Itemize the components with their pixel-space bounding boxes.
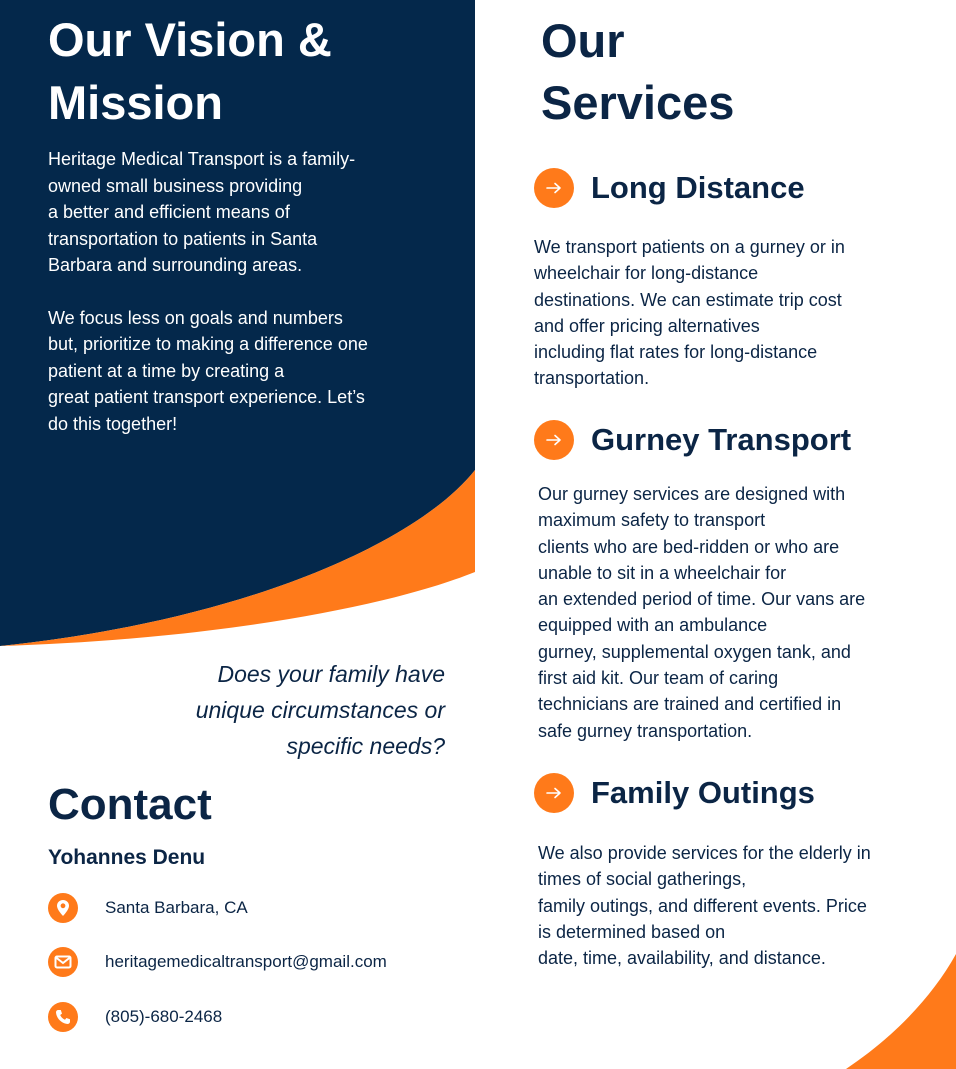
arrow-right-icon	[534, 773, 574, 813]
vision-title	[48, 8, 332, 134]
contact-phone-row	[48, 1002, 222, 1032]
services-title	[541, 10, 734, 134]
service-header-family-outings	[534, 773, 815, 813]
service-header-long-distance	[534, 168, 805, 208]
contact-title: Contact	[48, 780, 212, 829]
question-line-3: specific needs?	[286, 733, 445, 759]
phone-icon	[48, 1002, 78, 1032]
vision-title-line2: Mission	[48, 76, 223, 129]
vision-title-line1: Our Vision &	[48, 13, 332, 66]
service-body-gurney-transport: Our gurney services are designed with maximum safety to transport clients who are bed-ridden or who are unable to sit in a wheelchair for an extended period of time. Our vans are equipped with an ambulance gurney, supplemental oxygen tank, and first aid kit. Our team of caring technicians are trained and certified in safe gurney transportation.	[538, 484, 866, 741]
service-body-long-distance: We transport patients on a gurney or in wheelchair for long-distance destinations. We can estimate trip cost and offer pricing alternatives including flat rates for long-distance transportation.	[534, 237, 845, 389]
contact-location: Santa Barbara, CA	[105, 898, 248, 917]
question-callout	[140, 656, 445, 764]
service-title-long-distance: Long Distance	[591, 170, 805, 205]
question-line-2: unique circumstances or	[195, 697, 445, 723]
vision-text	[48, 146, 428, 463]
arrow-right-icon	[534, 420, 574, 460]
service-title-gurney-transport: Gurney Transport	[591, 422, 852, 457]
corner-accent-shape	[846, 954, 956, 1069]
vision-paragraph-1: Heritage Medical Transport is a family- owned small business providing a better and efficient means of transportation to patients in Santa Barbara and surrounding areas.	[48, 149, 356, 275]
services-title-line2: Services	[541, 76, 735, 129]
contact-email-row	[48, 947, 387, 977]
arrow-right-icon	[534, 168, 574, 208]
services-title-line1: Our	[541, 14, 625, 67]
contact-email[interactable]: heritagemedicaltransport@gmail.com	[105, 952, 387, 971]
contact-location-row	[48, 893, 248, 923]
contact-phone[interactable]: (805)-680-2468	[105, 1007, 223, 1026]
location-pin-icon	[48, 893, 78, 923]
question-line-1: Does your family have	[217, 661, 445, 687]
service-title-family-outings: Family Outings	[591, 775, 815, 810]
contact-name: Yohannes Denu	[48, 846, 206, 869]
service-body-family-outings: We also provide services for the elderly in times of social gatherings, family outings, and different events. Price is determined based on date, time, availability, and distance.	[538, 843, 871, 969]
service-header-gurney-transport	[534, 420, 851, 460]
vision-paragraph-2: We focus less on goals and numbers but, prioritize to making a difference one patient at a time by creating a great patient transport experience. Let’s do this together!	[48, 307, 368, 434]
email-icon	[48, 947, 78, 977]
